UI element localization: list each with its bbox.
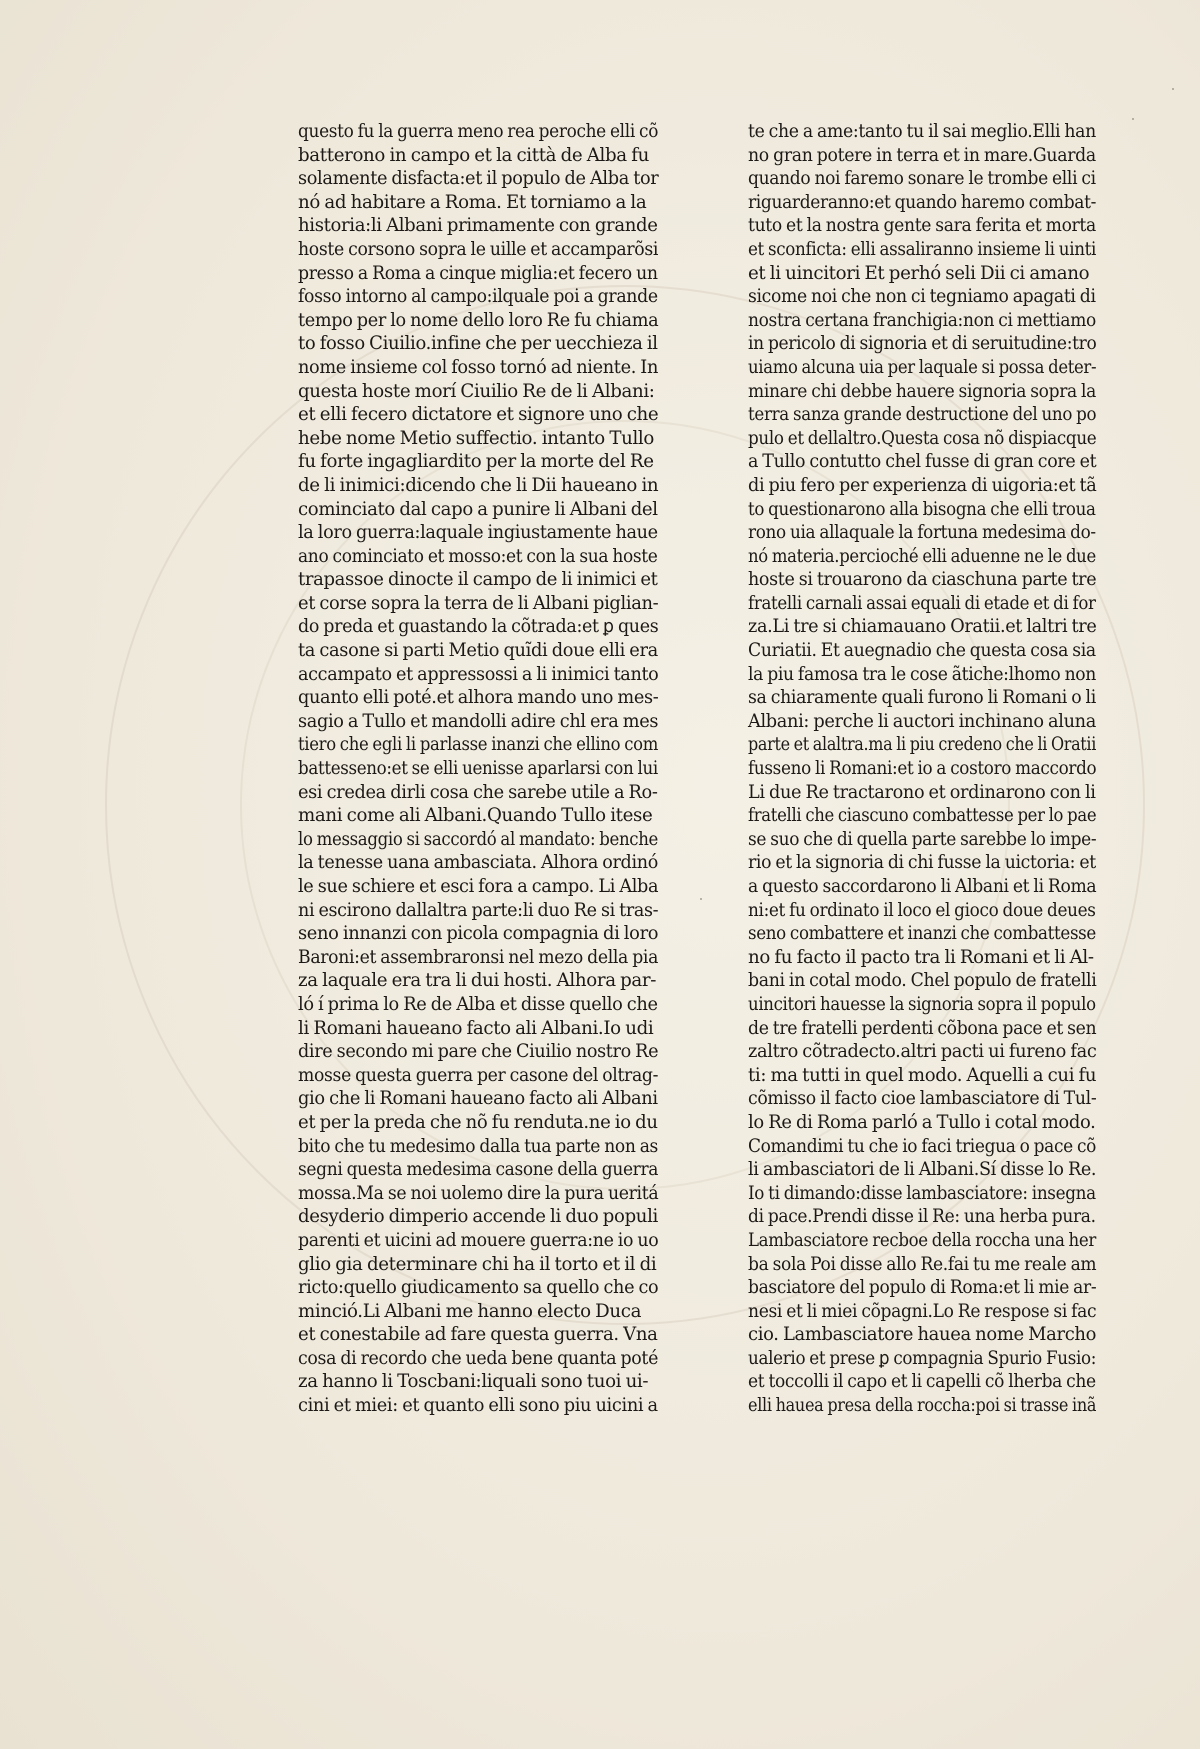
text-line: ni:et fu ordinato il loco el gioco doue deues xyxy=(748,899,1096,921)
text-line: mosse questa guerra per casone del oltrag- xyxy=(298,1064,659,1086)
text-line: et per la preda che nõ fu renduta.ne io du xyxy=(298,1111,658,1133)
text-line: elli hauea presa della roccha:poi si trasse inã xyxy=(748,1395,1097,1417)
text-line: accampato et appressossi a li inimici tanto xyxy=(298,663,659,685)
text-line: zaltro cõtradecto.altri pacti ui fureno fac xyxy=(748,1041,1097,1063)
text-line: fusseno li Romani:et io a costoro maccordo xyxy=(748,758,1097,780)
text-line: bito che tu medesimo dalla tua parte non as xyxy=(298,1135,658,1157)
text-line: le sue schiere et esci fora a campo. Li Alba xyxy=(298,876,659,897)
text-line: cini et miei: et quanto elli sono piu uicini a xyxy=(298,1395,658,1417)
text-line: rono uia allaquale la fortuna medesima do- xyxy=(748,522,1096,544)
text-line: Comandimi tu che io faci triegua o pace cõ xyxy=(748,1135,1097,1157)
text-line: tuto et la nostra gente sara ferita et morta xyxy=(748,215,1096,237)
text-line: basciatore del populo di Roma:et li mie ar- xyxy=(748,1277,1097,1299)
text-line: terra sanza grande destructione del uno po xyxy=(748,404,1097,426)
text-line: mani come ali Albani.Quando Tullo itese xyxy=(298,805,653,827)
text-line: uincitori hauesse la signoria sopra il populo xyxy=(748,993,1096,1015)
text-line: sa chiaramente quali furono li Romani o li xyxy=(748,687,1096,709)
text-line: glio gia determinare chi ha il torto et il di xyxy=(298,1253,657,1275)
text-line: in pericolo di signoria et di seruitudine:tro xyxy=(748,333,1097,355)
text-line: dire secondo mi pare che Ciuilio nostro Re xyxy=(298,1041,659,1063)
text-line: pulo et dellaltro.Questa cosa nõ dispiacque xyxy=(748,427,1097,449)
text-column-left xyxy=(298,120,658,1418)
text-line: fratelli carnali assai equali di etade et di for xyxy=(748,592,1096,614)
text-line: parte et alaltra.ma li piu credeno che li Oratii xyxy=(748,734,1097,756)
text-line: mossa.Ma se noi uolemo dire la pura ueritá xyxy=(298,1182,659,1204)
text-line: de li inimici:dicendo che li Dii haueano in xyxy=(298,474,659,496)
text-line: Lambasciatore recboe della roccha una her xyxy=(748,1229,1097,1251)
text-line: lo messaggio si saccordó al mandato: benche xyxy=(298,828,659,850)
text-line: trapassoe dinocte il campo de li inimici et xyxy=(298,569,658,591)
text-column-right xyxy=(748,120,1096,1418)
text-line: to fosso Ciuilio.infine che per uecchieza il xyxy=(298,333,658,355)
text-line: gio che li Romani haueano facto ali Albani xyxy=(298,1088,658,1110)
text-line: di pace.Prendi disse il Re: una herba pura. xyxy=(748,1206,1096,1228)
text-line: segni questa medesima casone della guerra xyxy=(298,1159,659,1181)
text-line: solamente disfacta:et il populo de Alba tor xyxy=(298,168,659,190)
text-line: fu forte ingagliardito per la morte del Re xyxy=(298,451,654,473)
text-line: tempo per lo nome dello loro Re fu chiama xyxy=(298,309,659,331)
text-line: cosa di recordo che ueda bene quanta poté xyxy=(298,1347,659,1369)
text-line: ti: ma tutti in quel modo. Aquelli a cui fu xyxy=(748,1064,1097,1086)
text-line: questo fu la guerra meno rea peroche elli cõ xyxy=(298,121,659,142)
text-line: desyderio dimperio accende li duo populi xyxy=(298,1206,658,1228)
text-line: et conestabile ad fare questa guerra. Vna xyxy=(298,1324,658,1346)
text-line: te che a ame:tanto tu il sai meglio.Elli han xyxy=(748,121,1096,142)
text-line: et corse sopra la terra de li Albani piglian- xyxy=(298,592,659,614)
text-line: et elli fecero dictatore et signore uno che xyxy=(298,404,659,426)
text-line: quanto elli poté.et alhora mando uno mes- xyxy=(298,687,659,709)
text-line: ualerio et prese ꝑ compagnia Spurio Fusio: xyxy=(748,1347,1097,1369)
text-line: et toccolli il capo et li capelli cõ lherba che xyxy=(748,1371,1096,1393)
text-line: fratelli che ciascuno combattesse per lo pae xyxy=(748,805,1097,827)
paper-speck xyxy=(1172,88,1174,90)
text-line: hebe nome Metio suffectio. intanto Tullo xyxy=(298,427,655,449)
text-line: hoste corsono sopra le uille et accamparõsi xyxy=(298,238,659,260)
text-line: a questo saccordarono li Albani et li Roma xyxy=(748,876,1097,897)
text-line: de tre fratelli perdenti cõbona pace et sen xyxy=(748,1017,1097,1039)
text-line: seno innanzi con picola compagnia di loro xyxy=(298,923,659,945)
text-line: parenti et uicini ad mouere guerra:ne io uo xyxy=(298,1229,659,1251)
text-line: nó materia.percioché elli aduenne ne le due xyxy=(748,545,1096,567)
text-line: za.Li tre si chiamauano Oratii.et laltri tre xyxy=(748,616,1097,638)
text-line: fosso intorno al campo:ilquale poi a grande xyxy=(298,286,658,308)
text-line: se suo che di quella parte sarebbe lo impe- xyxy=(748,828,1097,850)
text-line: no fu facto il pacto tra li Romani et li Al- xyxy=(748,946,1094,968)
text-line: presso a Roma a cinque miglia:et fecero un xyxy=(298,262,658,284)
text-line: to questionarono alla bisogna che elli troua xyxy=(748,498,1096,520)
text-line: la loro guerra:laquale ingiustamente haue xyxy=(298,522,658,544)
text-line: Curiatii. Et auegnadio che questa cosa sia xyxy=(748,640,1096,662)
text-line: tiero che egli li parlasse inanzi che ellino com xyxy=(298,734,658,756)
text-line: minció.Li Albani me hanno electo Duca xyxy=(298,1300,642,1322)
text-line: minare chi debbe hauere signoria sopra la xyxy=(748,380,1097,402)
text-line: li ambasciatori de li Albani.Sí disse lo Re. xyxy=(748,1159,1097,1181)
text-line: esi credea dirli cosa che sarebe utile a Ro- xyxy=(298,781,658,803)
text-line: la tenesse uana ambasciata. Alhora ordinó xyxy=(298,852,658,874)
text-line: uiamo alcuna uia per laquale si possa deter- xyxy=(748,356,1097,378)
text-line: ba sola Poi disse allo Re.fai tu me reale am xyxy=(748,1253,1097,1275)
text-line: a Tullo contutto chel fusse di gran core et xyxy=(748,451,1097,473)
text-line: ano cominciato et mosso:et con la sua hoste xyxy=(298,545,658,567)
text-line: battesseno:et se elli uenisse aparlarsi con lui xyxy=(298,758,658,780)
text-line: cio. Lambasciatore hauea nome Marcho xyxy=(748,1324,1097,1346)
paper-speck xyxy=(1132,118,1134,120)
text-line: la piu famosa tra le cose ãtiche:lhomo non xyxy=(748,663,1097,685)
text-line: historia:li Albani primamente con grande xyxy=(298,215,658,237)
text-line: sicome noi che non ci tegniamo apagati di xyxy=(748,286,1096,308)
text-line: Io ti dimando:disse lambasciatore: insegna xyxy=(748,1182,1096,1204)
text-line: Li due Re tractarono et ordinarono con li xyxy=(748,781,1096,803)
text-line: nesi et li miei cõpagni.Lo Re respose si fac xyxy=(748,1300,1097,1322)
text-line: et sconficta: elli assaliranno insieme li uinti xyxy=(748,238,1097,260)
text-line: bani in cotal modo. Chel populo de fratelli xyxy=(748,970,1097,992)
text-line: seno combattere et inanzi che combattesse xyxy=(748,923,1096,945)
text-line: cõmisso il facto cioe lambasciatore di Tul- xyxy=(748,1088,1097,1110)
text-line: ta casone si parti Metio quĩdi doue elli era xyxy=(298,640,658,662)
text-line: za hanno li Toscbani:liquali sono tuoi ui- xyxy=(298,1371,649,1393)
text-line: ló í prima lo Re de Alba et disse quello che xyxy=(298,993,658,1015)
text-line: ni escirono dallaltra parte:li duo Re si tras- xyxy=(298,899,659,921)
text-line: di piu fero per experienza di uigoria:et tã xyxy=(748,474,1097,496)
text-line: do preda et guastando la cõtrada:et ꝑ ques xyxy=(298,616,659,638)
text-line: lo Re di Roma parló a Tullo i cotal modo. xyxy=(748,1111,1096,1133)
text-line: quando noi faremo sonare le trombe elli ci xyxy=(748,168,1096,190)
text-line: nostra certana franchigia:non ci mettiamo xyxy=(748,309,1096,331)
text-line: sagio a Tullo et mandolli adire chl era mes xyxy=(298,710,659,732)
text-line: ricto:quello giudicamento sa quello che co xyxy=(298,1277,659,1299)
text-line: nome insieme col fosso tornó ad niente. In xyxy=(298,356,659,378)
text-line: rio et la signoria di chi fusse la uictoria: et xyxy=(748,852,1096,874)
text-line: Albani: perche li auctori inchinano aluna xyxy=(748,710,1096,732)
text-line: batterono in campo et la città de Alba fu xyxy=(298,144,649,166)
text-line: cominciato dal capo a punire li Albani del xyxy=(298,498,658,520)
text-line: questa hoste morí Ciuilio Re de li Albani: xyxy=(298,380,655,402)
text-line: Baroni:et assembraronsi nel mezo della pia xyxy=(298,946,659,968)
text-line: li Romani haueano facto ali Albani.Io udi xyxy=(298,1017,654,1039)
text-line: hoste si trouarono da ciaschuna parte tre xyxy=(748,569,1097,591)
text-line: et li uincitori Et perhó seli Dii ci amano xyxy=(748,262,1090,284)
text-line: nó ad habitare a Roma. Et torniamo a la xyxy=(298,191,647,213)
paper-speck xyxy=(700,898,702,900)
text-line: no gran potere in terra et in mare.Guarda xyxy=(748,144,1096,166)
text-line: za laquale era tra li dui hosti. Alhora par- xyxy=(298,970,657,992)
text-line: riguarderanno:et quando haremo combat- xyxy=(748,191,1097,213)
